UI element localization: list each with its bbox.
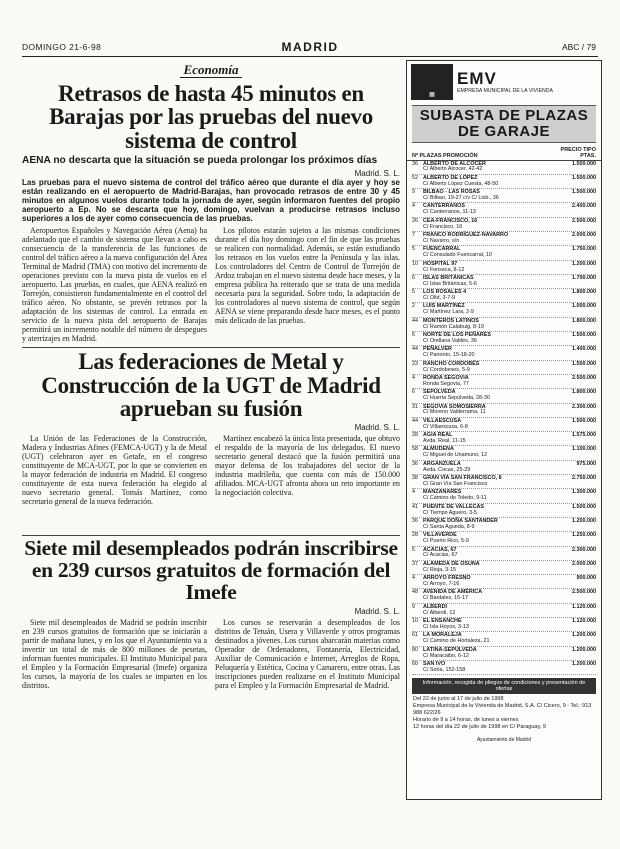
row-count: 5 bbox=[412, 246, 415, 253]
row-price: 1.500.000 bbox=[572, 417, 596, 424]
row-price: 1.200.000 bbox=[572, 517, 596, 524]
row-count: 2 bbox=[412, 303, 415, 310]
auction-row bbox=[412, 647, 596, 661]
row-count: 26 bbox=[412, 217, 418, 224]
imefe-col2: Los cursos se reservarán a desempleados de los distritos de Tetuán, Usera y Villaverde y otros programas destinados a jóvenes. Los cursos abarcarán materias como Operador de Ordenadores, Fontanería, Electricidad, Auxiliar de Comunicación e Internet, Arreglos de Ropa, Peluquería y Estética, Cocina y Camarero, entre otras. Las inscripciones pueden realizarse en el Instituto Municipal para el Empleo y la Formación Empresarial de Madrid. bbox=[215, 618, 400, 691]
row-street: C/ Islas Británicas, 5-6 bbox=[423, 280, 477, 287]
row-count: 58 bbox=[412, 446, 418, 453]
auction-row bbox=[412, 361, 596, 375]
row-price: 1.500.000 bbox=[572, 332, 596, 339]
row-name: EL ENSANCHE bbox=[423, 618, 462, 624]
row-street: C/ Acacias, 67 bbox=[423, 552, 458, 559]
row-name: FRANCO RODRÍGUEZ-NAVARRO bbox=[423, 231, 509, 238]
row-price: 1.200.000 bbox=[572, 660, 596, 667]
auction-row bbox=[412, 589, 596, 603]
row-price: 2.000.000 bbox=[572, 231, 596, 238]
imefe-col1: Siete mil desempleados de Madrid se podrán inscribir en 239 cursos gratuitos de formación que se iniciarán a partir de mañana lunes, y en los que el Ayuntamiento va a invertir un total de más de 800 millones de pesetas, informan fuentes municipales. El Instituto Municipal para el Empleo y la Formación Empresarial (Imefe) organiza los cursos, la mayoría de los cuales se imparten en los distritos. bbox=[22, 618, 207, 691]
row-name: VILLAESCUSA bbox=[423, 417, 462, 424]
row-price: 1.500.000 bbox=[572, 360, 596, 367]
auction-row bbox=[412, 561, 596, 575]
row-street: C/ Alberto Alcocer, 42-42 bbox=[423, 166, 483, 173]
row-street: C/ Cordobeses, 5-9 bbox=[423, 366, 470, 373]
economia-subtitle: AENA no descarta que la situación se pueda prolongar los próximos días bbox=[22, 155, 378, 167]
row-name: CANTERRANOS bbox=[423, 203, 465, 210]
row-promotion bbox=[423, 233, 566, 245]
auction-row bbox=[412, 404, 596, 418]
economia-headline: Retrasos de hasta 45 minutos en Barajas por las pruebas del nuevo sistema de control bbox=[49, 81, 373, 153]
row-price: 1.800.000 bbox=[572, 289, 596, 296]
auction-row bbox=[412, 161, 596, 175]
row-count: 10 bbox=[412, 260, 418, 267]
row-promotion bbox=[423, 290, 566, 302]
row-price: 2.500.000 bbox=[572, 589, 596, 596]
auction-row bbox=[412, 504, 596, 518]
row-price: 1.575.000 bbox=[572, 432, 596, 439]
row-name: ACACIAS, 67 bbox=[423, 546, 457, 553]
row-street: C/ Bilbao, 19-27 c/v C/ Lisb., 36 bbox=[423, 195, 499, 202]
row-count: 38 bbox=[412, 475, 418, 482]
row-street: C/ Maracaibo, 6-12 bbox=[423, 652, 469, 659]
row-count: 36 bbox=[412, 517, 418, 524]
article-divider bbox=[22, 347, 400, 348]
row-count: 28 bbox=[412, 432, 418, 439]
auction-row bbox=[412, 446, 596, 460]
row-name: FUENCARRAL bbox=[423, 246, 461, 253]
emv-subtitle: EMPRESA MUNICIPAL DE LA VIVIENDA bbox=[457, 88, 553, 95]
row-street: C/ Panonto, 15-18-20 bbox=[423, 352, 475, 359]
ugt-col1: La Unión de las Federaciones de la Construcción, Madera y Industrias Afines (FEMCA-UGT) y la de Metal (UGT) celebraron ayer en Getafe, en el congreso constituyente de MCA-UGT, por lo que se convierten en la mayor federación de industria en Madrid. El congreso constituyente de esta nueva federación ha elegido al nuevo secretario general. Tomás Martínez, como secretario general de la nueva federación. bbox=[22, 434, 207, 507]
emv-name: EMV bbox=[457, 69, 497, 89]
imefe-body bbox=[22, 618, 400, 730]
row-promotion bbox=[423, 562, 566, 574]
row-count: 4 bbox=[412, 489, 415, 496]
imefe-byline: Madrid. S. L. bbox=[354, 607, 400, 617]
row-price: 2.400.000 bbox=[572, 203, 596, 210]
info-title: Información, recogida de pliegos de condiciones y presentación de ofertas bbox=[412, 678, 596, 694]
auction-row bbox=[412, 275, 596, 289]
row-price: 2.500.000 bbox=[572, 374, 596, 381]
row-street: C/ Ramón Calabuig, 8-19 bbox=[423, 323, 484, 330]
auction-row bbox=[412, 518, 596, 532]
row-promotion bbox=[423, 262, 566, 274]
row-street: C/ Martínez Lara, 2-9 bbox=[423, 309, 474, 316]
row-street: Avda. Cocas, 25-29 bbox=[423, 466, 471, 473]
row-count: 6 bbox=[412, 332, 415, 339]
row-street: C/ Santa Agueda, 8-9 bbox=[423, 523, 475, 530]
row-count: 37 bbox=[412, 560, 418, 567]
row-price: 2.000.000 bbox=[572, 560, 596, 567]
ugt-col2: Martínez encabezó la única lista presentada, que obtuvo el respaldo de la mayoría de los delegados. El nuevo secretario general destacó que la fusión permitirá una mayor defensa de los trabajadores del sector de la industria madrileña, que cuenta con más de 150.000 afiliados. MCA-UGT afronta ahora un reto importante en la negociación colectiva. bbox=[215, 434, 400, 498]
row-price: 1.250.000 bbox=[572, 532, 596, 539]
row-name: ALBERDI bbox=[423, 603, 447, 610]
row-street: C/ Tiempo Aguero, 3-5 bbox=[423, 509, 477, 516]
auction-row bbox=[412, 332, 596, 346]
economia-col1: Aeropuertos Españoles y Navegación Aérea (Aena) ha adelantado que el cambio de sistema que llevan a cabo es consecuencia de la transferencia de las funciones de control del tráfico aéreo a la nueva configuración del Área Terminal de Madrid (TMA) con motivo del incremento de operaciones previsto con la nueva pista de vuelos en el aeropuerto. Las pruebas, en cuales, que AENA realizó en Torrejón, consistieron fundamentalmente en el control del tráfico aéreo. No obstante, se prevén retrasos por la adaptación de los sistemas de control. La entrada en servicio de la nueva pista del aeropuerto de Barajas permitirá un incremento notable del número de despegues y aterrizajes en Madrid. bbox=[22, 226, 207, 344]
row-name: AVENIDA DE AMÉRICA bbox=[423, 589, 483, 596]
row-name: SAN IVO bbox=[423, 660, 446, 667]
row-street: C/ Isla Hoyos, 3-13 bbox=[423, 623, 469, 630]
auction-row bbox=[412, 203, 596, 217]
row-promotion bbox=[423, 619, 566, 631]
row-street: C/ Fonseca, 8-12 bbox=[423, 266, 465, 273]
auction-table-header bbox=[407, 145, 601, 161]
row-price: 1.120.000 bbox=[572, 603, 596, 610]
row-count: 6 bbox=[412, 389, 415, 396]
row-price: 2.500.000 bbox=[572, 217, 596, 224]
auction-row bbox=[412, 418, 596, 432]
row-price: 1.750.000 bbox=[572, 246, 596, 253]
row-name: HOSPITAL 97 bbox=[423, 260, 458, 267]
row-promotion bbox=[423, 605, 566, 617]
row-name: ALMUDENA bbox=[423, 446, 454, 453]
row-promotion bbox=[423, 447, 566, 459]
header-date: DOMINGO 21-6-98 bbox=[22, 42, 102, 52]
row-count: 61 bbox=[412, 632, 418, 639]
row-promotion bbox=[423, 419, 566, 431]
row-name: PUENTE DE VALLECAS bbox=[423, 503, 484, 510]
page-header bbox=[0, 0, 620, 54]
row-street: C/ Villaescusa, 6-8 bbox=[423, 423, 468, 430]
row-count: 41 bbox=[412, 503, 418, 510]
economia-byline: Madrid. S. L. bbox=[354, 169, 400, 179]
info-line: Horario de 9 a 14 horas, de lunes a viernes bbox=[413, 716, 519, 723]
row-count: 10 bbox=[412, 618, 418, 624]
row-price: 1.500.000 bbox=[572, 174, 596, 181]
row-name: NORTE DE LOS PEÑARES bbox=[423, 332, 491, 339]
main-column bbox=[22, 60, 400, 840]
header-rule bbox=[22, 56, 598, 57]
row-name: CEA-FRANCISCO, 16 bbox=[423, 217, 478, 224]
row-street: C/ Consulado Fuencarral, 10 bbox=[423, 252, 492, 259]
row-promotion bbox=[423, 333, 566, 345]
row-count: 7 bbox=[412, 231, 415, 238]
emv-logo-icon: ▦ bbox=[411, 64, 453, 100]
row-promotion bbox=[423, 162, 566, 174]
row-name: ARGANZUELA bbox=[423, 460, 461, 467]
row-promotion bbox=[423, 405, 566, 417]
row-name: ALAMEDA DE OSUNA bbox=[423, 560, 480, 567]
row-price: 2.300.000 bbox=[572, 403, 596, 410]
row-street: C/ Huerta Sepúlveda, 28-30 bbox=[423, 395, 490, 402]
info-line: Empresa Municipal de la Vivienda de Madrid, S.A. C/ Cicero, 9 - Tel.: 913 988 622/26 bbox=[413, 703, 592, 716]
row-count: 36 bbox=[412, 160, 418, 167]
row-promotion bbox=[423, 505, 566, 517]
row-street: C/ Bardales, 15-17 bbox=[423, 595, 468, 602]
emv-header bbox=[407, 61, 601, 103]
row-name: LUIS MARTÍNEZ bbox=[423, 303, 465, 310]
row-count: 44 bbox=[412, 346, 418, 353]
auction-row bbox=[412, 475, 596, 489]
row-price: 1.700.000 bbox=[572, 274, 596, 281]
economia-body bbox=[22, 226, 400, 344]
economia-col2: Los pilotos estarán sujetos a las mismas condiciones durante el día hoy domingo con el fin de que las pruebas se realicen con normalidad. Además, se están estudiando los retrasos en los vuelos entre la Península y las islas. Los controladores del Centro de Control de Torrejón de Ardoz trabajan en el nuevo sistema desde hace meses, y la empresa pública ha reiterado que se trata de una medida necesaria para la seguridad. Sobre todo, la adaptación de los controladores al nuevo sistema de control, que según AENA se viene preparando desde hace meses, es el punto más delicado de las pruebas. bbox=[215, 226, 400, 326]
auction-row bbox=[412, 246, 596, 260]
row-promotion bbox=[423, 204, 566, 216]
row-street: C/ Alberdi, 12 bbox=[423, 609, 456, 616]
row-promotion bbox=[423, 347, 566, 359]
row-name: PEÑALVER bbox=[423, 346, 452, 353]
row-name: GRAN VÍA SAN FRANCISCO, 8 bbox=[423, 475, 502, 482]
row-name: SEGOVIA SOMOSIERRA bbox=[423, 403, 486, 410]
row-count: 31 bbox=[412, 403, 418, 410]
row-name: ARROYO FRESNO bbox=[423, 575, 471, 582]
row-count: 28 bbox=[412, 532, 418, 539]
row-price: 1.400.000 bbox=[572, 346, 596, 353]
auction-row bbox=[412, 575, 596, 589]
row-street: C/ Francisco, 16 bbox=[423, 223, 463, 230]
row-price: 2.750.000 bbox=[572, 475, 596, 482]
row-name: PARQUE DOÑA SANTANDER bbox=[423, 517, 498, 524]
row-count: 23 bbox=[412, 360, 418, 367]
row-promotion bbox=[423, 462, 566, 474]
row-name: ALBERTO DE ALCOCER bbox=[423, 160, 486, 167]
row-count: 60 bbox=[412, 660, 418, 667]
row-promotion bbox=[423, 433, 566, 445]
auction-row bbox=[412, 303, 596, 317]
row-street: C/ Miguel de Unamuno, 12 bbox=[423, 452, 488, 459]
auction-row bbox=[412, 461, 596, 475]
row-price: 2.300.000 bbox=[572, 546, 596, 553]
row-street: Ronda Segovia, 77 bbox=[423, 380, 469, 387]
row-street: Avda. Real, 11-15 bbox=[423, 438, 466, 445]
info-line: Del 22 de junio al 17 de julio de 1998 bbox=[413, 696, 504, 703]
row-count: 4 bbox=[412, 374, 415, 381]
row-street: C/ Arroyo, 7-16 bbox=[423, 581, 460, 588]
row-count: 48 bbox=[412, 589, 418, 596]
row-promotion bbox=[423, 219, 566, 231]
row-price: 900.000 bbox=[576, 575, 596, 582]
row-street: C/ Rioja, 3-15 bbox=[423, 566, 456, 573]
row-name: MANZANARES bbox=[423, 489, 462, 496]
row-price: 1.120.000 bbox=[572, 618, 596, 624]
row-count: 9 bbox=[412, 189, 415, 196]
row-count: 4 bbox=[412, 203, 415, 210]
auction-row bbox=[412, 318, 596, 332]
row-street: C/ Camino de Toledo, 9-11 bbox=[423, 495, 487, 502]
row-street: C/ Canterranos, 11-13 bbox=[423, 209, 476, 216]
row-price: 1.800.000 bbox=[572, 389, 596, 396]
row-promotion bbox=[423, 662, 566, 674]
row-street: C/ Navarro, s/n bbox=[423, 237, 460, 244]
row-promotion bbox=[423, 276, 566, 288]
row-street: C/ Gran Vía San Francisco bbox=[423, 480, 488, 487]
row-promotion bbox=[423, 633, 566, 645]
col-left-label: Nº PLAZAS PROMOCIÓN bbox=[412, 152, 478, 159]
row-name: SEPÚLVEDA bbox=[423, 389, 456, 396]
row-name: BILBAO - LAS ROSAS bbox=[423, 189, 480, 196]
row-name: AGIA REAL bbox=[423, 432, 453, 439]
auction-row bbox=[412, 189, 596, 203]
row-name: ALBERTO DE LÓPEZ bbox=[423, 174, 478, 181]
auction-row bbox=[412, 432, 596, 446]
row-price: 1.200.000 bbox=[572, 646, 596, 653]
ugt-byline: Madrid. S. L. bbox=[354, 423, 400, 433]
row-name: ISLAS BRITÁNICAS bbox=[423, 274, 474, 281]
row-name: MONTEROS LATINOS bbox=[423, 317, 479, 324]
row-price: 975.000 bbox=[576, 460, 596, 467]
row-count: 5 bbox=[412, 546, 415, 553]
info-block bbox=[407, 694, 601, 732]
auction-banner: SUBASTA DE PLAZAS DE GARAJE bbox=[412, 105, 596, 143]
row-count: 5 bbox=[412, 289, 415, 296]
row-promotion bbox=[423, 490, 566, 502]
row-price: 1.200.000 bbox=[572, 632, 596, 639]
row-count: 4 bbox=[412, 575, 415, 582]
row-promotion bbox=[423, 648, 566, 660]
row-price: 1.500.000 bbox=[572, 503, 596, 510]
row-price: 1.100.000 bbox=[572, 446, 596, 453]
row-count: 6 bbox=[412, 274, 415, 281]
auction-table bbox=[407, 161, 601, 676]
row-promotion bbox=[423, 376, 566, 388]
row-promotion bbox=[423, 519, 566, 531]
row-promotion bbox=[423, 548, 566, 560]
row-name: LA MORALEJA bbox=[423, 632, 462, 639]
row-street: C/ Camino de Hortaleza, 21 bbox=[423, 638, 490, 645]
row-promotion bbox=[423, 533, 566, 545]
row-price: 1.000.000 bbox=[572, 303, 596, 310]
row-promotion bbox=[423, 190, 566, 202]
auction-row bbox=[412, 375, 596, 389]
auction-row bbox=[412, 218, 596, 232]
row-promotion bbox=[423, 319, 566, 331]
row-price: 1.500.000 bbox=[572, 189, 596, 196]
row-promotion bbox=[423, 362, 566, 374]
emv-advertisement bbox=[406, 60, 602, 800]
row-promotion bbox=[423, 176, 566, 188]
page-number: ABC / 79 bbox=[561, 42, 596, 52]
info-line: 12 horas del día 22 de julio de 1998 en C/ Paraguay, 9 bbox=[413, 723, 546, 730]
auction-row bbox=[412, 604, 596, 618]
economia-lead: Las pruebas para el nuevo sistema de control del tráfico aéreo que durante el día ayer y hoy se están realizando en el aeropuerto de Madrid-Barajas, han provocado retrasos de entre 30 y 45 minutos en algunos vuelos durante toda la jornada de ayer, según informaron fuentes del propio aeropuerto a Ep. No se descarta que hoy, domingo, vuelvan a producirse retrasos incluso superiores a los de ayer como consecuencia de las pruebas. bbox=[22, 178, 400, 224]
row-price: 1.800.000 bbox=[572, 317, 596, 324]
row-price: 1.500.000 bbox=[572, 160, 596, 167]
row-promotion bbox=[423, 590, 566, 602]
row-count: 44 bbox=[412, 317, 418, 324]
auction-row bbox=[412, 261, 596, 275]
auction-row bbox=[412, 175, 596, 189]
row-name: RONDA SEGOVIA bbox=[423, 374, 469, 381]
auction-row bbox=[412, 532, 596, 546]
emv-footer: Ayuntamiento de Madrid bbox=[476, 736, 532, 743]
row-promotion bbox=[423, 304, 566, 316]
row-street: C/ Orellana Valdés, 36 bbox=[423, 338, 477, 344]
row-price: 1.300.000 bbox=[572, 489, 596, 496]
row-street: C/ Soria, 152-158 bbox=[423, 666, 466, 673]
ugt-body bbox=[22, 434, 400, 532]
row-promotion bbox=[423, 247, 566, 259]
auction-row bbox=[412, 632, 596, 646]
row-promotion bbox=[423, 390, 566, 402]
ugt-headline: Las federaciones de Metal y Construcción de la UGT de Madrid aprueban su fusión bbox=[41, 349, 381, 422]
auction-row bbox=[412, 489, 596, 503]
row-count: 80 bbox=[412, 646, 418, 653]
row-street: C/ Olid, 3-7-9 bbox=[423, 295, 456, 302]
row-count: 9 bbox=[412, 603, 415, 610]
row-street: C/ Moreno Valderrama, 11 bbox=[423, 409, 486, 416]
auction-row bbox=[412, 346, 596, 360]
row-name: RANCHO CORDOBÉS bbox=[423, 360, 480, 367]
auction-row bbox=[412, 289, 596, 303]
row-street: C/ Puerto Rico, 5-9 bbox=[423, 538, 469, 545]
col-right-label: PRECIO TIPO PTAS. bbox=[560, 146, 596, 159]
auction-row bbox=[412, 618, 596, 632]
imefe-headline: Siete mil desempleados podrán inscribirse en 239 cursos gratuitos de formación del Imefe bbox=[24, 536, 398, 605]
economia-kicker: Economía bbox=[22, 62, 400, 78]
row-promotion bbox=[423, 576, 566, 588]
row-price: 1.200.000 bbox=[572, 260, 596, 267]
row-count: 52 bbox=[412, 174, 418, 181]
row-name: LOS ROSALES 4 bbox=[423, 289, 467, 296]
row-street: C/ Alberto López Cuesta, 48-50 bbox=[423, 180, 499, 187]
row-count: 36 bbox=[412, 460, 418, 467]
row-name: LATINA-SEPÚLVEDA bbox=[423, 646, 477, 653]
auction-row bbox=[412, 547, 596, 561]
row-name: VILLAVERDE bbox=[423, 532, 457, 539]
auction-row bbox=[412, 232, 596, 246]
row-count: 44 bbox=[412, 417, 418, 424]
row-promotion bbox=[423, 476, 566, 488]
auction-row bbox=[412, 389, 596, 403]
section-title: MADRID bbox=[281, 40, 339, 54]
auction-row bbox=[412, 661, 596, 675]
